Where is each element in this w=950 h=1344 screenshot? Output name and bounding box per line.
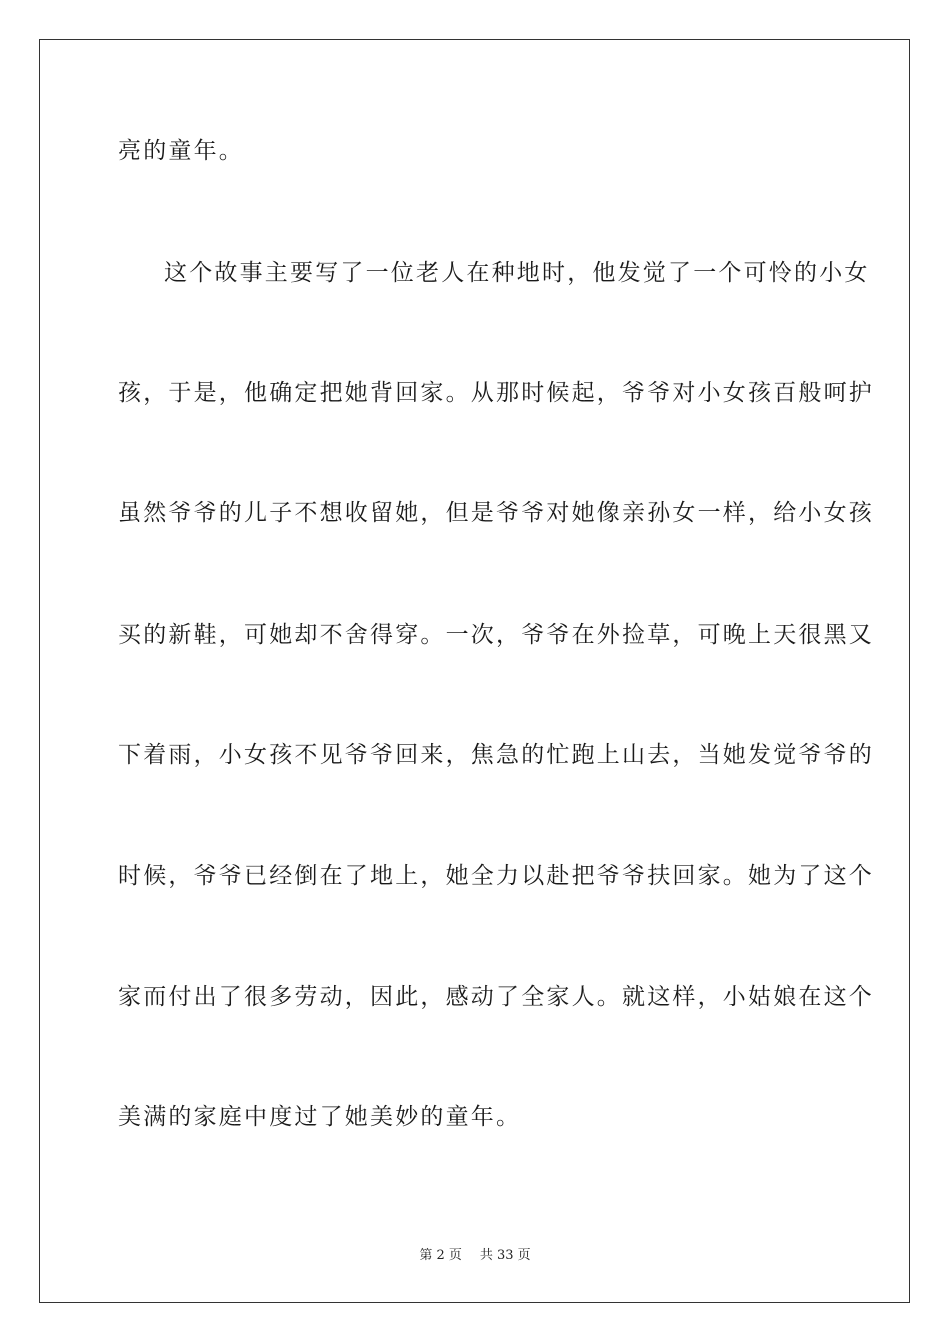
paragraph-line: 这个故事主要写了一位老人在种地时，他发觉了一个可怜的小女 [164, 260, 870, 286]
paragraph-line: 孩，于是，他确定把她背回家。从那时候起，爷爷对小女孩百般呵护 [118, 380, 874, 406]
page-total: 共 33 页 [479, 1248, 531, 1263]
paragraph-line: 虽然爷爷的儿子不想收留她，但是爷爷对她像亲孙女一样，给小女孩 [118, 500, 874, 526]
paragraph-line: 时候，爷爷已经倒在了地上，她全力以赴把爷爷扶回家。她为了这个 [118, 863, 874, 889]
paragraph-line: 亮的童年。 [118, 138, 244, 164]
page-number: 第 2 页 [419, 1248, 462, 1263]
paragraph-line: 美满的家庭中度过了她美妙的童年。 [118, 1104, 522, 1130]
paragraph-line: 下着雨，小女孩不见爷爷回来，焦急的忙跑上山去，当她发觉爷爷的 [118, 742, 874, 768]
paragraph-line: 买的新鞋，可她却不舍得穿。一次，爷爷在外捡草，可晚上天很黑又 [118, 622, 874, 648]
paragraph-line: 家而付出了很多劳动，因此，感动了全家人。就这样，小姑娘在这个 [118, 984, 874, 1010]
page-footer [0, 1248, 950, 1264]
